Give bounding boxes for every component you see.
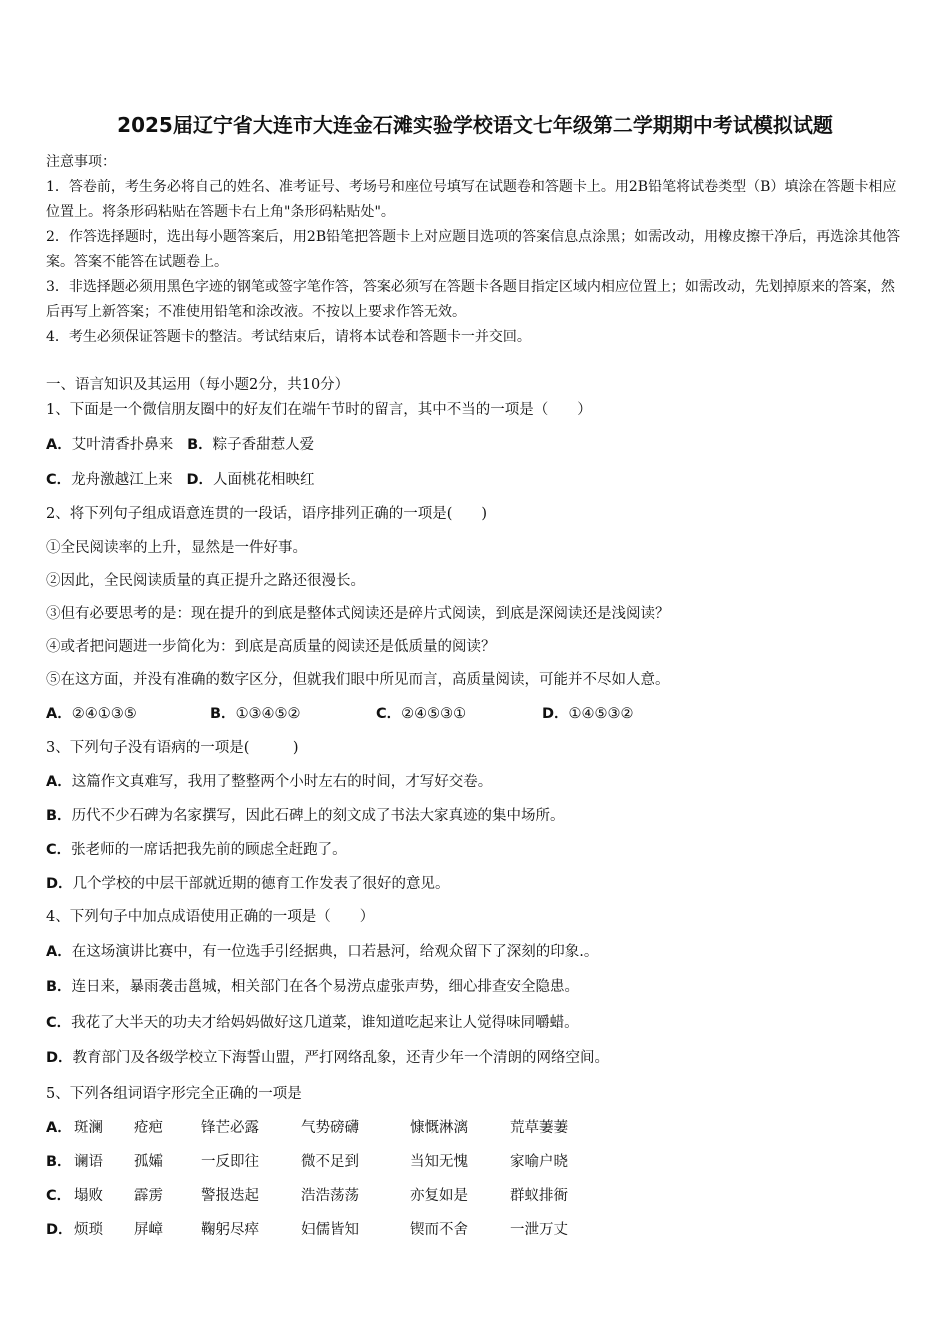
option-letter: A． [46, 944, 72, 960]
word: 霹雳 [134, 1188, 163, 1204]
word: 烦琐 [74, 1222, 103, 1238]
word: 警报迭起 [201, 1188, 259, 1204]
option-text: 我花了大半天的功夫才给妈妈做好这几道菜，谁知道吃起来让人觉得味同嚼蜡。 [71, 1015, 579, 1031]
q4-option-c [46, 1012, 579, 1034]
option-text: 历代不少石碑为名家撰写，因此石碑上的刻文成了书法大家真迹的集中场所。 [71, 808, 565, 824]
word: 谰语 [74, 1154, 103, 1170]
option-letter: A． [46, 706, 72, 722]
option-text: 教育部门及各级学校立下海誓山盟，严打网络乱象，还青少年一个清朗的网络空间。 [72, 1050, 610, 1066]
word: 亦复如是 [410, 1188, 468, 1204]
word: 塌败 [74, 1188, 103, 1204]
section-heading: 一、语言知识及其运用（每小题2分，共10分） [46, 377, 350, 393]
word: 浩浩荡荡 [301, 1188, 359, 1204]
option-text: 在这场演讲比赛中，有一位选手引经据典，口若悬河，给观众留下了深刻的印象.。 [71, 944, 599, 960]
option-letter: D． [186, 472, 214, 488]
q2-sentence-2: ②因此，全民阅读质量的真正提升之路还很漫长。 [46, 573, 365, 589]
option-text: ①③④⑤② [235, 706, 301, 722]
option-letter: A． [46, 774, 72, 790]
option [376, 703, 466, 725]
option-letter: C． [46, 472, 72, 488]
option-letter: B． [46, 1154, 72, 1170]
option [46, 703, 137, 725]
option-letter: D． [542, 706, 569, 722]
option-text: 张老师的一席话把我先前的顾虑全赶跑了。 [71, 842, 347, 858]
word: 锲而不舍 [410, 1222, 468, 1238]
word: 屏嶂 [134, 1222, 163, 1238]
q4-option-d [46, 1047, 609, 1069]
q2-sentence-5: ⑤在这方面，并没有准确的数字区分，但就我们眼中所见而言，高质量阅读，可能并不尽如人意。 [46, 672, 670, 688]
word: 锋芒必露 [201, 1120, 259, 1136]
notes-heading: 注意事项： [46, 154, 116, 170]
q4-option-a [46, 941, 598, 963]
option-letter: C． [46, 1015, 72, 1031]
option-text: 粽子香甜惹人爱 [212, 437, 315, 453]
q3-option-b [46, 805, 565, 827]
option-text: ①④⑤③② [568, 706, 634, 722]
note-item: 1．答卷前，考生务必将自己的姓名、准考证号、考场号和座位号填写在试题卷和答题卡上。用2B铅笔将试卷类型（B）填涂在答题卡相应位置上。将条形码粘贴在答题卡右上角"条形码粘贴处"。 [46, 179, 897, 220]
word: 微不足到 [301, 1154, 359, 1170]
word: 慷慨淋漓 [410, 1120, 468, 1136]
option-text: 连日来，暴雨袭击邕城，相关部门在各个易涝点虚张声势，细心排查安全隐患。 [71, 979, 580, 995]
option-letter: D． [46, 1050, 73, 1066]
option-letter: D． [46, 1222, 73, 1238]
word: 当知无愧 [410, 1154, 468, 1170]
note-item: 4．考生必须保证答题卡的整洁。考试结束后，请将本试卷和答题卡一并交回。 [46, 329, 531, 345]
q1-options-row-1 [46, 434, 314, 456]
word: 疮疤 [134, 1120, 163, 1136]
word: 气势磅礴 [301, 1120, 359, 1136]
page-title: 2025届辽宁省大连市大连金石滩实验学校语文七年级第二学期期中考试模拟试题 [117, 113, 833, 137]
q5-row-b [46, 1151, 606, 1173]
q3-stem: 3、下列句子没有语病的一项是( ) [46, 740, 299, 756]
q4-option-b [46, 976, 579, 998]
option-letter: A． [46, 437, 72, 453]
option-text: ②④⑤③① [401, 706, 467, 722]
word: 孤孀 [134, 1154, 163, 1170]
note-item: 2．作答选择题时，选出每小题答案后，用2B铅笔把答题卡上对应题目选项的答案信息点涂黑；如需改动，用橡皮擦干净后，再选涂其他答案。答案不能答在试题卷上。 [46, 229, 901, 270]
q3-option-d [46, 873, 450, 895]
word: 荒草萋萋 [510, 1120, 568, 1136]
q3-option-a [46, 771, 492, 793]
option-letter: B． [46, 979, 72, 995]
word: 家喻户晓 [510, 1154, 568, 1170]
q1-options-row-2 [46, 469, 315, 491]
q1-stem: 1、下面是一个微信朋友圈中的好友们在端午节时的留言，其中不当的一项是（ ） [46, 402, 592, 418]
option-text: 几个学校的中层干部就近期的德育工作发表了很好的意见。 [72, 876, 450, 892]
notes-section [46, 150, 908, 350]
q5-row-c [46, 1185, 606, 1207]
q5-row-d [46, 1219, 606, 1241]
option-text: 龙舟激越江上来 [71, 472, 173, 488]
q5-row-a [46, 1117, 606, 1139]
q4-stem: 4、下列句子中加点成语使用正确的一项是（ ） [46, 909, 375, 925]
q2-sentence-3: ③但有必要思考的是：现在提升的到底是整体式阅读还是碎片式阅读，到底是深阅读还是浅阅读？ [46, 606, 670, 622]
word: 鞠躬尽瘁 [201, 1222, 259, 1238]
option-letter: D． [46, 876, 73, 892]
note-item: 3．非选择题必须用黑色字迹的钢笔或签字笔作答，答案必须写在答题卡各题目指定区域内相应位置上；如需改动，先划掉原来的答案，然后再写上新答案；不准使用铅笔和涂改液。不按以上要求作答无效。 [46, 279, 895, 320]
word: 斑澜 [74, 1120, 103, 1136]
word: 一反即往 [201, 1154, 259, 1170]
option [542, 703, 634, 725]
option-text: 艾叶清香扑鼻来 [71, 437, 174, 453]
word: 群蚁排衙 [510, 1188, 568, 1204]
option-letter: C． [46, 842, 72, 858]
q3-option-c [46, 839, 347, 861]
word: 妇儒皆知 [301, 1222, 359, 1238]
q2-options [46, 703, 846, 725]
q2-sentence-4: ④或者把问题进一步简化为：到底是高质量的阅读还是低质量的阅读？ [46, 639, 496, 655]
option-text: 人面桃花相映红 [213, 472, 315, 488]
option-text: 这篇作文真难写，我用了整整两个小时左右的时间，才写好交卷。 [71, 774, 493, 790]
option-letter: B． [46, 808, 72, 824]
option-text: ②④①③⑤ [71, 706, 137, 722]
q2-stem: 2、将下列句子组成语意连贯的一段话，语序排列正确的一项是( ) [46, 506, 488, 522]
word: 一泄万丈 [510, 1222, 568, 1238]
q5-stem: 5、下列各组词语字形完全正确的一项是 [46, 1086, 302, 1102]
option-letter: B． [210, 706, 236, 722]
option-letter: B． [187, 437, 213, 453]
option [210, 703, 301, 725]
option-letter: A． [46, 1120, 72, 1136]
option-letter: C． [376, 706, 402, 722]
q2-sentence-1: ①全民阅读率的上升，显然是一件好事。 [46, 540, 307, 556]
option-letter: C． [46, 1188, 72, 1204]
